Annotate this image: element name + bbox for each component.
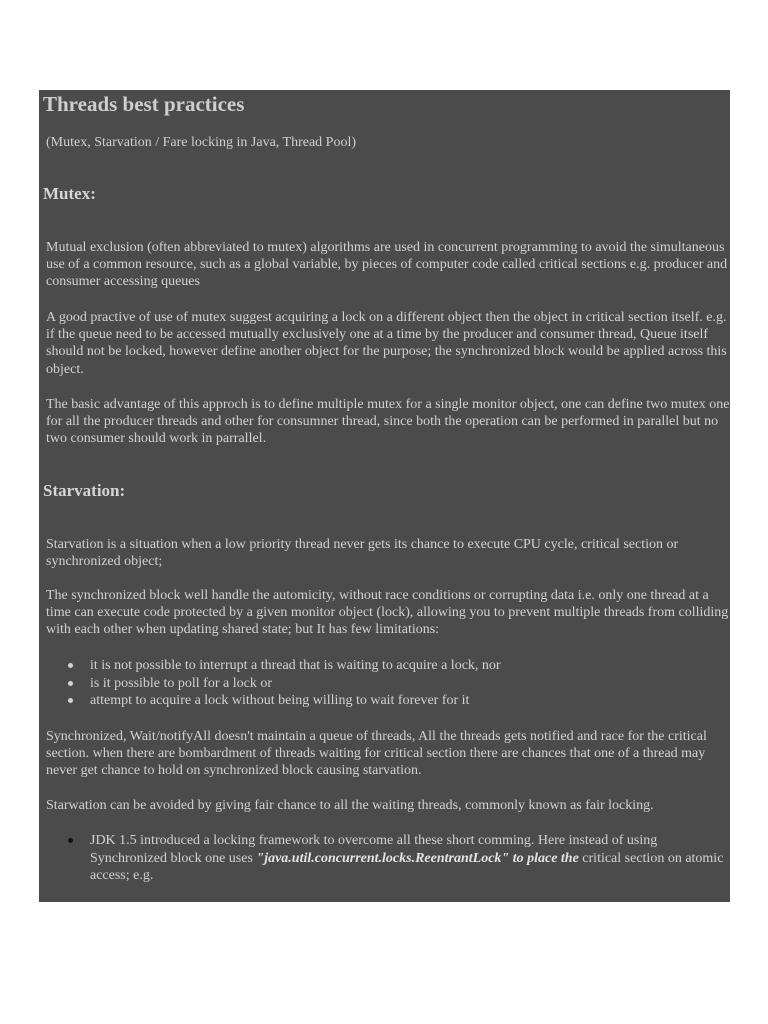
starvation-paragraph-2: The synchronized block well handle the automicity, without race conditions or corrupting data i.e. only one thread at a time can execute code protected by a given monitor object (lock), allowing you to prevent multiple threads from colliding with each other when updating shared state; but It has few limitations: [46,588,729,638]
bullet-icon [68,681,73,686]
jdk-code-emphasis: "java.util.concurrent.locks.ReentrantLock" to place the [256,850,579,866]
starvation-paragraph-3: Synchronized, Wait/notifyAll doesn't maintain a queue of threads, All the threads gets notified and race for the critical section. when there are bombardment of threads waiting for critical section there are chances that one of a thread may never get chance to hold on synchronized block causing starvation. [46,729,707,779]
bullet-icon [68,838,73,843]
jdk-text-before: JDK 1.5 introduced a locking framework to overcome all these short comming. Here instead of using Synchronized block one uses [90,833,658,866]
list-item-text: is it possible to poll for a lock or [90,675,272,691]
limitations-list [90,657,730,710]
starvation-heading: Starvation: [43,481,126,500]
bullet-icon [68,698,73,703]
mutex-heading: Mutex: [43,184,96,203]
page-subtitle: (Mutex, Starvation / Fare locking in Java, Thread Pool) [46,135,357,150]
list-item [90,675,730,693]
jdk-list [90,832,730,885]
starvation-paragraph-4: Starwation can be avoided by giving fair chance to all the waiting threads, commonly known as fair locking. [46,798,654,813]
document-panel [39,90,730,902]
list-item-text: attempt to acquire a lock without being willing to wait forever for it [90,693,470,708]
list-item [90,692,730,710]
mutex-paragraph-1: Mutual exclusion (often abbreviated to mutex) algorithms are used in concurrent programming to avoid the simultaneous use of a common resource, such as a global variable, by pieces of computer code called critical sections e.g. producer and consumer accessing queues [46,240,728,290]
mutex-paragraph-2: A good practive of use of mutex suggest acquiring a lock on a different object then the object in critical section itself. e.g. if the queue need to be accessed mutually exclusively one at a time by the producer and consumer thread, Queue itself should not be locked, however define another object for the purpose; the synchronized block would be applied across this object. [46,310,727,377]
starvation-paragraph-1: Starvation is a situation when a low priority thread never gets its chance to execute CPU cycle, critical section or synchronized object; [46,537,679,570]
list-item [90,657,730,675]
list-item-text: it is not possible to interrupt a thread that is waiting to acquire a lock, nor [90,658,501,673]
mutex-paragraph-3: The basic advantage of this approch is to define multiple mutex for a single monitor object, one can define two mutex one for all the producer threads and other for consumner thread, since both the operation can be performed in parallel but no two consumer should work in parrallel. [46,397,730,447]
list-item [90,832,730,885]
bullet-icon [68,663,73,668]
jdk-text-after: critical section on atomic access; e.g. [90,850,724,883]
page-title: Threads best practices [43,92,245,116]
